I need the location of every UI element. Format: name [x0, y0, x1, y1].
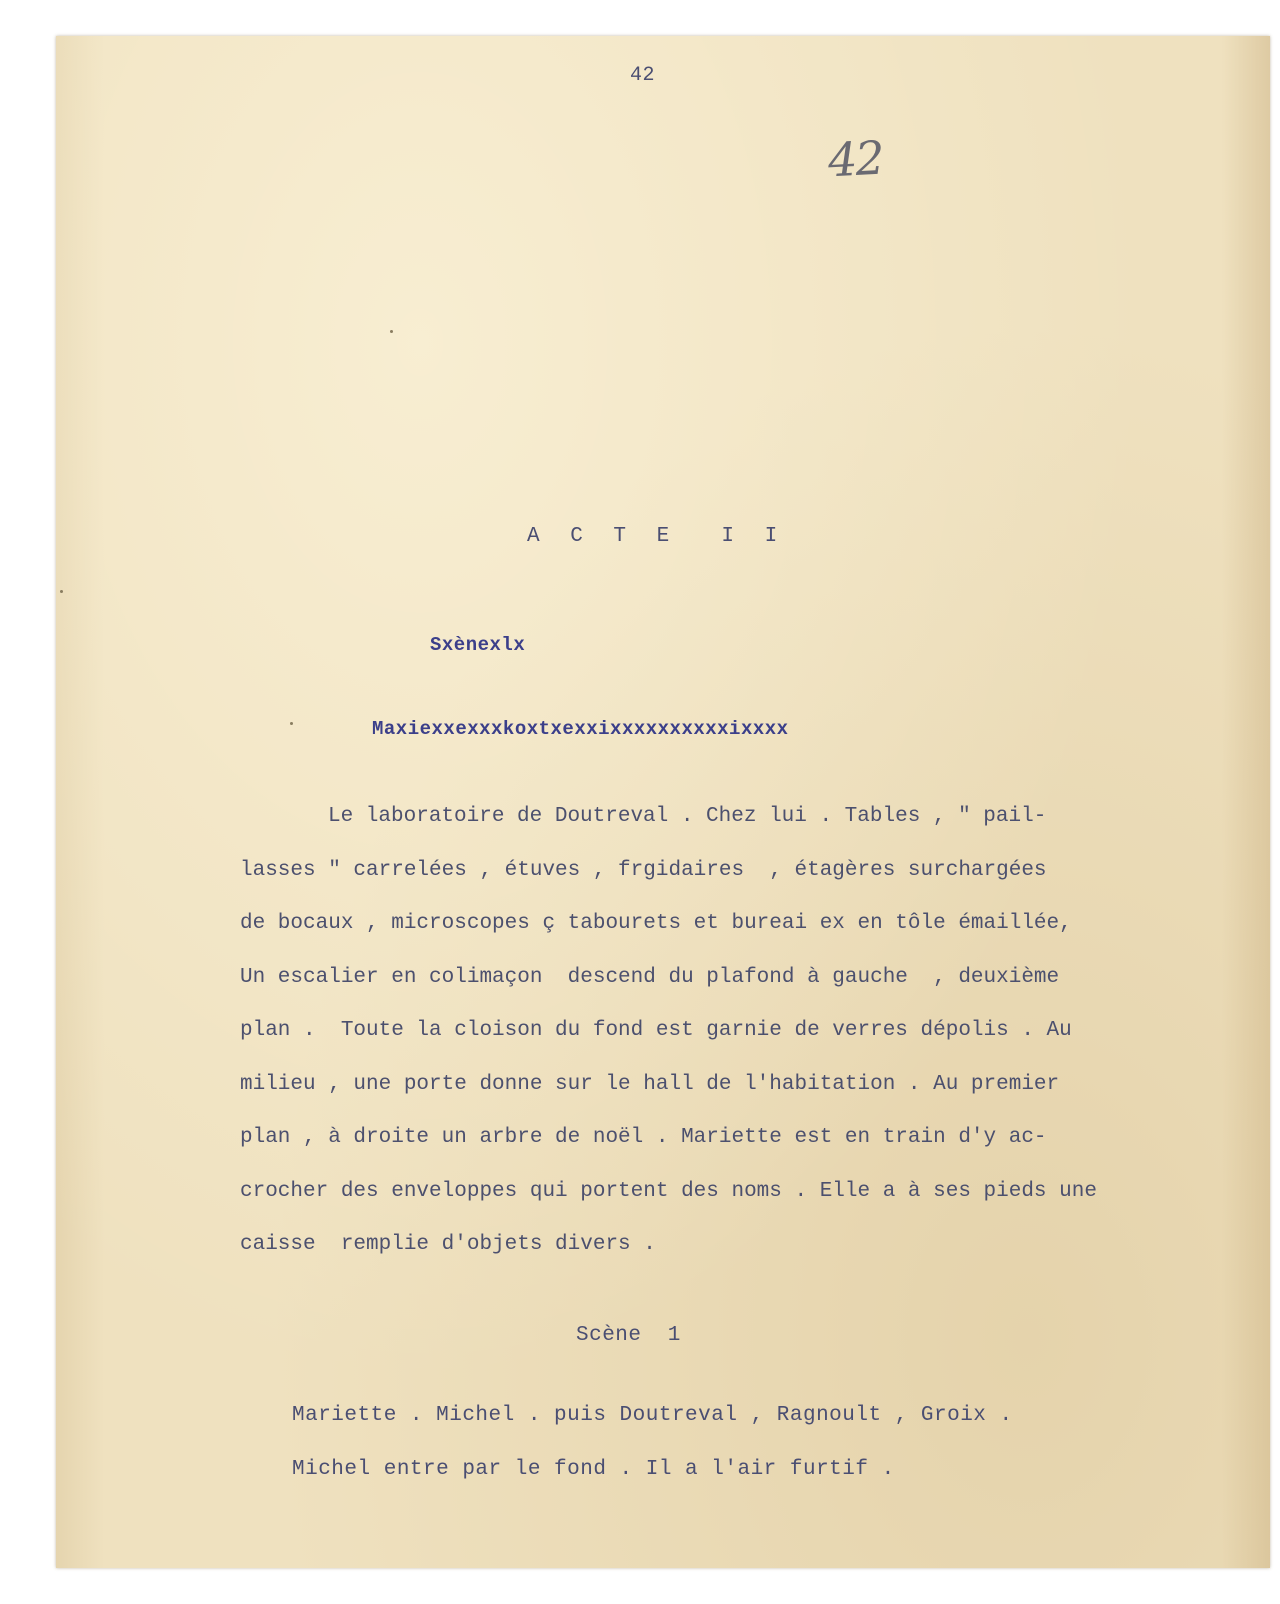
page-number: 42	[630, 64, 656, 87]
act-title: A C T E I I	[527, 525, 787, 548]
handwritten-page-number: 42	[826, 130, 884, 188]
description-line: de bocaux , microscopes ç tabourets et bureai ex en tôle émaillée,	[240, 912, 1072, 935]
description-line: crocher des enveloppes qui portent des noms . Elle a à ses pieds une	[240, 1179, 1097, 1203]
description-line: Le laboratoire de Doutreval . Chez lui . Tables , " pail-	[328, 805, 1047, 828]
description-line: plan , à droite un arbre de noël . Mariette est en train d'y ac-	[240, 1126, 1047, 1149]
stage-description	[240, 790, 1200, 1272]
struck-out-scene-label: Sxènexlx	[430, 634, 526, 656]
paper-speck	[60, 590, 63, 593]
scene-heading: Scène 1	[576, 1324, 681, 1347]
scene-characters: Mariette . Michel . puis Doutreval , Ragnoult , Groix .	[292, 1404, 1013, 1427]
paper-speck	[290, 722, 293, 725]
description-line: caisse remplie d'objets divers .	[240, 1233, 656, 1256]
struck-out-character-line: Maxiexxexxxkoxtxexxixxxxxxxxxxixxxx	[372, 718, 789, 740]
description-line: milieu , une porte donne sur le hall de l'habitation . Au premier	[240, 1072, 1060, 1096]
scene-direction: Michel entre par le fond . Il a l'air furtif .	[292, 1458, 895, 1481]
paper-speck	[390, 330, 393, 333]
description-line: plan . Toute la cloison du fond est garnie de verres dépolis . Au	[240, 1019, 1072, 1042]
description-line: Un escalier en colimaçon descend du plafond à gauche , deuxième	[240, 965, 1060, 989]
description-line: lasses " carrelées , étuves , frgidaires , étagères surchargées	[240, 858, 1047, 882]
